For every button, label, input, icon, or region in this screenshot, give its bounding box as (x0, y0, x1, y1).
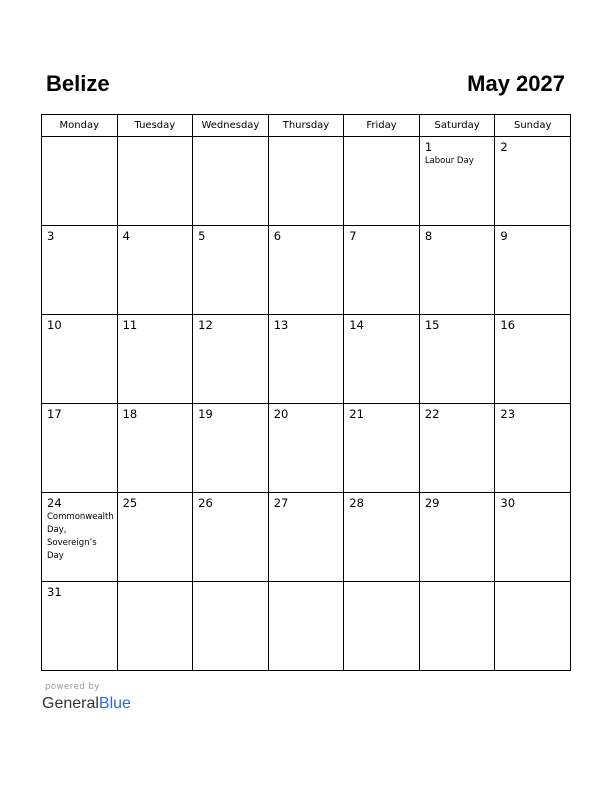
day-number: 23 (500, 407, 516, 421)
day-cell (268, 226, 344, 315)
week-row (42, 226, 571, 315)
day-number: 5 (198, 229, 206, 243)
day-number: 20 (273, 407, 289, 421)
week-row (42, 137, 571, 226)
day-cell (193, 137, 269, 226)
weekday-header: Friday (344, 115, 420, 137)
week-row (42, 315, 571, 404)
holiday-label (42, 332, 117, 333)
holiday-label (118, 140, 193, 141)
holiday-label: Commonwealth Day, Sovereign’s Day (47, 512, 114, 561)
day-cell (193, 404, 269, 493)
day-number: 8 (424, 229, 433, 243)
day-cell (42, 404, 118, 493)
day-cell (344, 315, 420, 404)
holiday-label (420, 332, 495, 333)
day-cell (419, 315, 495, 404)
holiday-label (42, 140, 117, 141)
holiday-label (193, 243, 268, 244)
day-cell (42, 493, 118, 582)
holiday-label (495, 421, 570, 422)
day-number: 6 (273, 229, 282, 243)
day-cell (495, 582, 571, 671)
day-cell (495, 404, 571, 493)
day-cell (117, 493, 193, 582)
holiday-label (193, 585, 268, 586)
day-number: 21 (349, 407, 364, 421)
holiday-label (118, 585, 193, 586)
holiday-label (495, 154, 570, 155)
day-number: 13 (273, 318, 289, 332)
day-number: 16 (500, 318, 516, 332)
holiday-label (495, 585, 570, 586)
day-cell (268, 404, 344, 493)
holiday-label (420, 510, 495, 511)
powered-by-label: powered by (45, 682, 100, 692)
day-cell (268, 493, 344, 582)
holiday-label (344, 243, 419, 244)
day-cell (117, 404, 193, 493)
day-cell (495, 493, 571, 582)
day-cell (268, 315, 344, 404)
day-cell (193, 226, 269, 315)
week-row (42, 404, 571, 493)
day-number: 18 (122, 407, 138, 421)
holiday-label (269, 332, 344, 333)
weekday-header: Monday (42, 115, 118, 137)
day-number: 22 (424, 407, 440, 421)
holiday-label (118, 421, 193, 422)
day-cell (495, 226, 571, 315)
holiday-label (42, 599, 117, 600)
holiday-label (193, 332, 268, 333)
holiday-label (269, 585, 344, 586)
generalblue-logo[interactable] (42, 694, 131, 714)
holiday-label (193, 421, 268, 422)
day-cell (117, 582, 193, 671)
day-number: 1 (424, 140, 433, 154)
day-number: 14 (349, 318, 364, 332)
weekday-header: Tuesday (117, 115, 193, 137)
day-cell (117, 315, 193, 404)
day-cell (344, 226, 420, 315)
holiday-label (344, 332, 419, 333)
day-cell (42, 226, 118, 315)
holiday-label (420, 585, 495, 586)
day-cell (42, 315, 118, 404)
day-cell (495, 137, 571, 226)
day-cell (42, 137, 118, 226)
day-number: 2 (500, 140, 508, 154)
day-number: 17 (47, 407, 62, 421)
brand-general-text: General (42, 695, 99, 712)
brand-blue-text: Blue (98, 695, 131, 712)
day-cell (344, 404, 420, 493)
day-number: 11 (122, 318, 138, 332)
holiday-label (495, 510, 570, 511)
weekday-header: Sunday (495, 115, 571, 137)
day-number: 24 (47, 496, 62, 510)
holiday-label: Labour Day (424, 156, 474, 166)
holiday-label (495, 243, 570, 244)
holiday-label (420, 243, 495, 244)
month-year-title: May 2027 (467, 71, 565, 96)
day-number: 31 (47, 585, 62, 599)
day-cell (419, 137, 495, 226)
day-number: 25 (122, 496, 138, 510)
day-cell (419, 582, 495, 671)
day-number: 29 (424, 496, 440, 510)
week-row (42, 493, 571, 582)
holiday-label (193, 140, 268, 141)
holiday-label (269, 510, 344, 511)
week-row (42, 582, 571, 671)
day-number: 7 (349, 229, 357, 243)
day-cell (117, 226, 193, 315)
day-number: 3 (47, 229, 55, 243)
holiday-label (344, 510, 419, 511)
holiday-label (193, 510, 268, 511)
day-number: 19 (198, 407, 213, 421)
holiday-label (118, 243, 193, 244)
country-title: Belize (46, 71, 110, 96)
holiday-label (42, 421, 117, 422)
day-cell (42, 582, 118, 671)
day-cell (344, 493, 420, 582)
holiday-label (269, 421, 344, 422)
holiday-label (495, 332, 570, 333)
weekday-header: Wednesday (193, 115, 269, 137)
day-number: 9 (500, 229, 508, 243)
day-cell (419, 493, 495, 582)
holiday-label (269, 140, 344, 141)
day-cell (193, 493, 269, 582)
day-number: 27 (273, 496, 289, 510)
day-cell (193, 582, 269, 671)
calendar-grid (41, 114, 571, 671)
holiday-label (344, 585, 419, 586)
day-number: 4 (122, 229, 130, 243)
day-cell (268, 582, 344, 671)
day-cell (495, 315, 571, 404)
day-number: 28 (349, 496, 364, 510)
day-cell (193, 315, 269, 404)
holiday-label (269, 243, 344, 244)
holiday-label (118, 510, 193, 511)
day-number: 30 (500, 496, 516, 510)
day-cell (344, 582, 420, 671)
day-cell (268, 137, 344, 226)
weekday-header: Thursday (268, 115, 344, 137)
day-number: 15 (424, 318, 440, 332)
day-cell (344, 137, 420, 226)
holiday-label (118, 332, 193, 333)
weekday-header: Saturday (419, 115, 495, 137)
holiday-label (344, 140, 419, 141)
weekday-header-row (42, 115, 571, 137)
holiday-label (344, 421, 419, 422)
holiday-label (42, 243, 117, 244)
holiday-label (420, 421, 495, 422)
day-cell (117, 137, 193, 226)
day-cell (419, 404, 495, 493)
day-number: 26 (198, 496, 213, 510)
day-cell (419, 226, 495, 315)
day-number: 12 (198, 318, 213, 332)
day-number: 10 (47, 318, 62, 332)
